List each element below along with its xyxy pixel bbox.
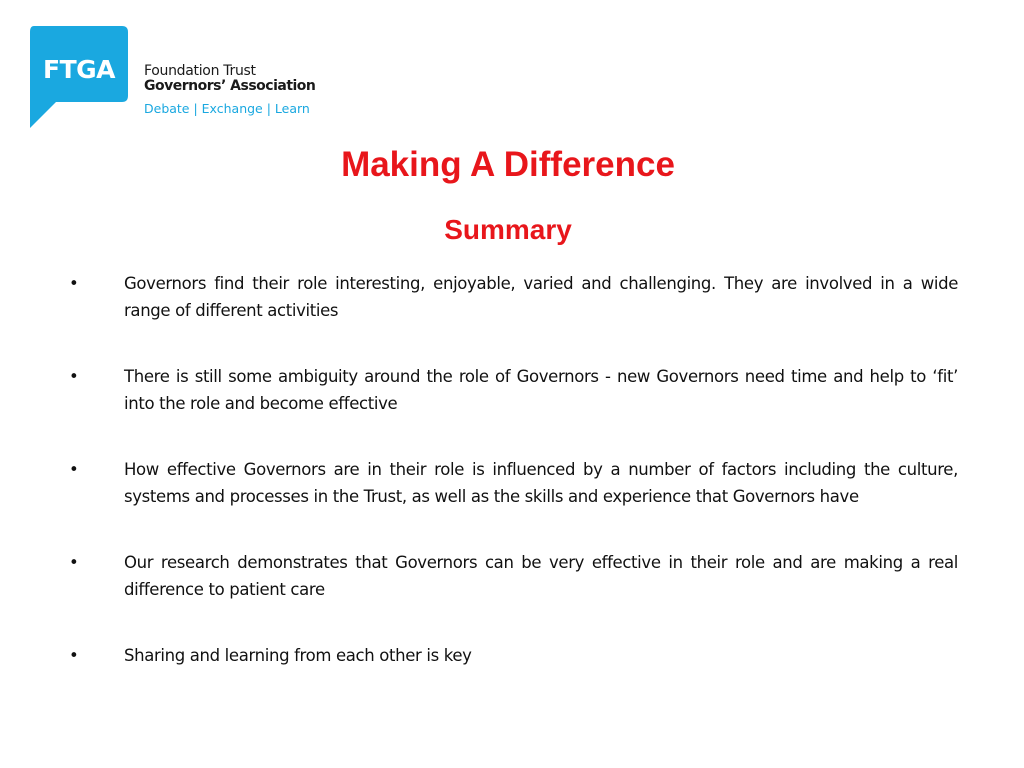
bullet-dot-icon: • (69, 460, 79, 479)
bullet-item (0, 549, 958, 603)
bullet-dot-icon: • (69, 646, 79, 665)
logo-badge-text: FTGA (43, 55, 115, 84)
logo-org-line1: Foundation Trust (144, 63, 256, 79)
logo-wordmark (144, 64, 364, 116)
bullet-item (0, 363, 958, 417)
bullet-item (0, 642, 958, 669)
bullet-text: Our research demonstrates that Governors can be very effective in their role and are making a real difference to patient care (124, 553, 958, 599)
bullet-text: Sharing and learning from each other is key (124, 646, 472, 665)
bullet-dot-icon: • (69, 367, 79, 386)
bullet-dot-icon: • (69, 553, 79, 572)
slide-title: Making A Difference (341, 145, 675, 184)
bullet-text: How effective Governors are in their role is influenced by a number of factors including the culture, systems and processes in the Trust, as well as the skills and experience that Governors have (124, 460, 958, 506)
logo-tagline: Debate | Exchange | Learn (144, 101, 310, 116)
ftga-speech-bubble-logo (30, 26, 128, 128)
bullet-list (0, 270, 1024, 669)
bullet-text: Governors find their role interesting, enjoyable, varied and challenging. They are involved in a wide range of different activities (124, 274, 958, 320)
bullet-dot-icon: • (69, 274, 79, 293)
ftga-logo (30, 26, 360, 130)
bullet-item (0, 270, 958, 324)
bullet-text: There is still some ambiguity around the role of Governors - new Governors need time and help to ‘fit’ into the role and become effective (124, 367, 958, 413)
bullet-item (0, 456, 958, 510)
logo-org-line2: Governors’ Association (144, 78, 316, 94)
slide-subtitle: Summary (444, 214, 572, 245)
